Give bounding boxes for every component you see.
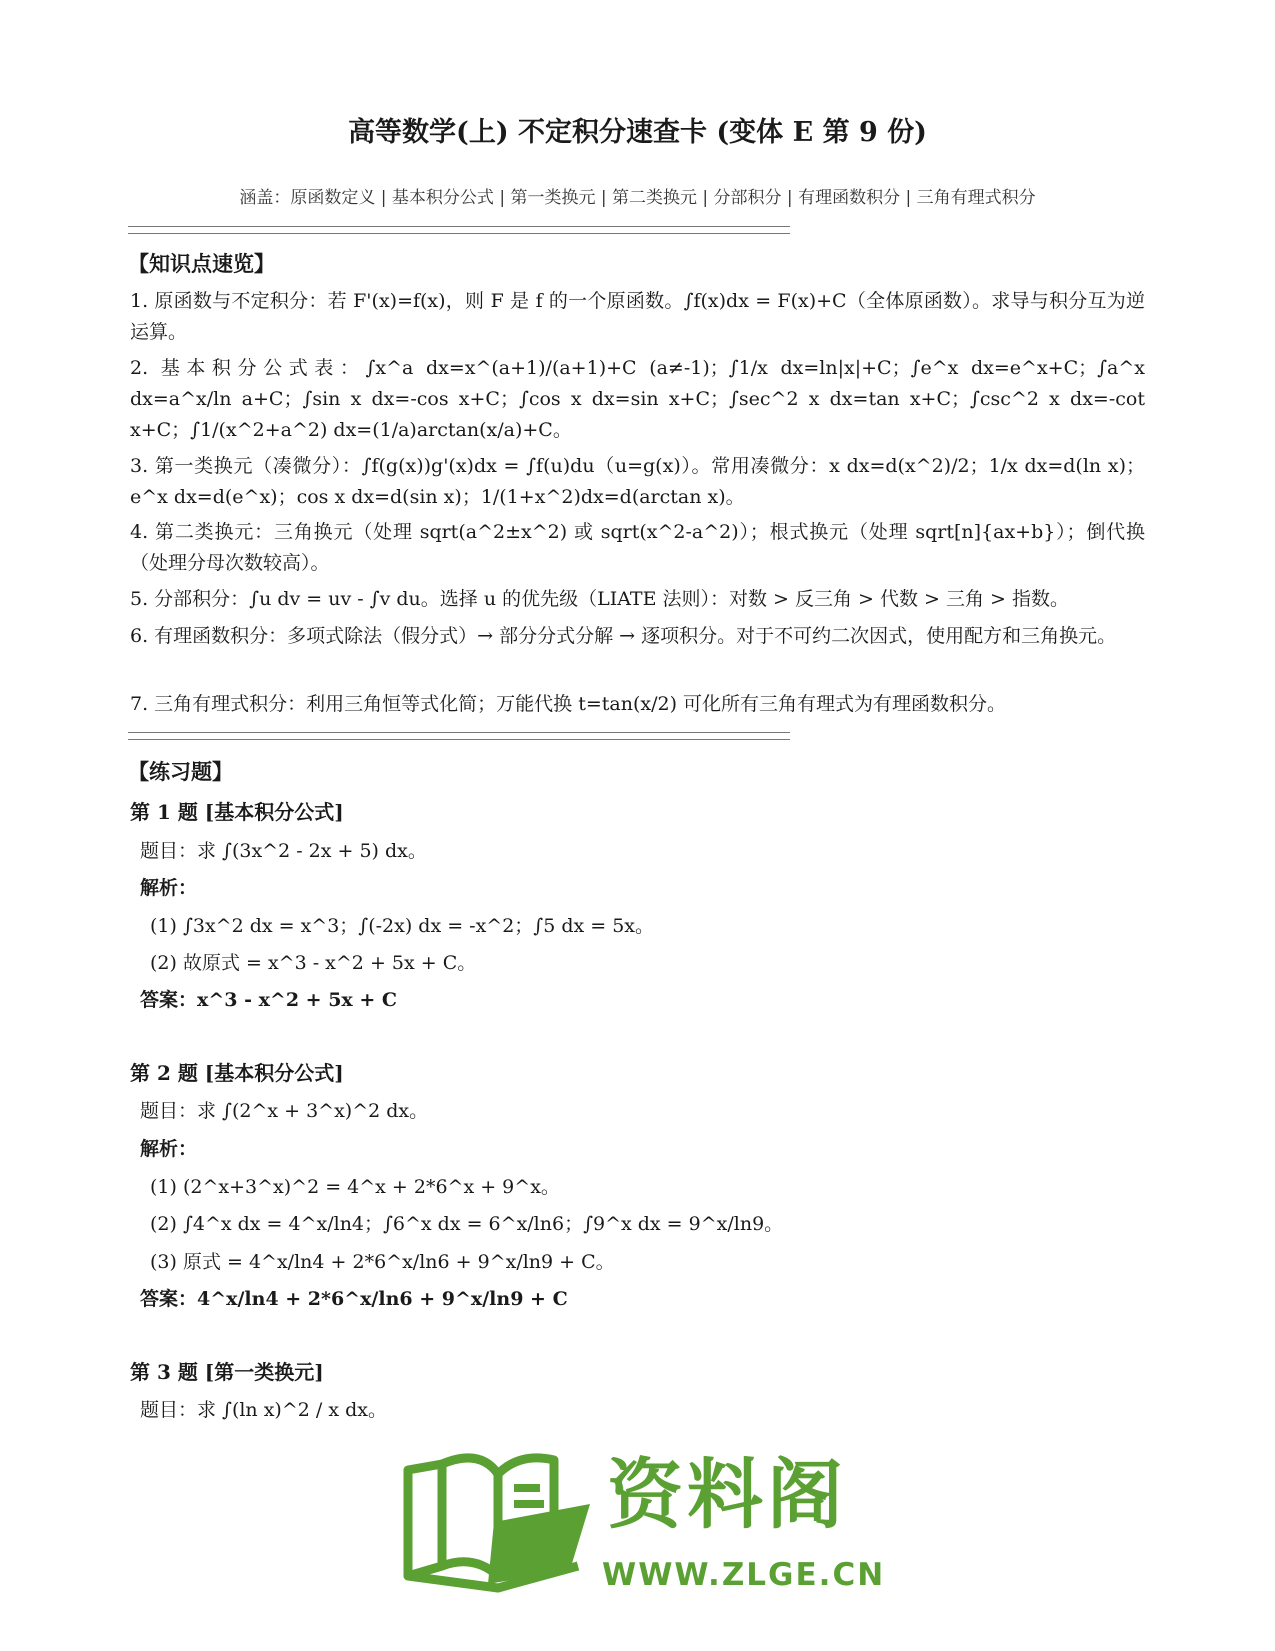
separator-rule [128,732,790,740]
question-prompt: 题目：求 ∫(2^x + 3^x)^2 dx。 [140,1100,429,1122]
knowledge-item: 6. 有理函数积分：多项式除法（假分式）→ 部分分式分解 → 逐项积分。对于不可约二次因式，使用配方和三角换元。 [130,625,1117,647]
knowledge-item: 7. 三角有理式积分：利用三角恒等式化简；万能代换 t=tan(x/2) 可化所有三角有理式为有理函数积分。 [130,693,1007,715]
question-prompt: 题目：求 ∫(3x^2 - 2x + 5) dx。 [140,840,427,862]
analysis-step: (1) ∫3x^2 dx = x^3；∫(-2x) dx = -x^2；∫5 dx = 5x。 [150,915,655,937]
analysis-label: 解析： [140,877,198,899]
question-title: 第 3 题 [第一类换元] [130,1360,324,1384]
question-title: 第 2 题 [基本积分公式] [130,1061,344,1085]
page-subtitle: 涵盖：原函数定义 | 基本积分公式 | 第一类换元 | 第二类换元 | 分部积分 | 有理函数积分 | 三角有理式积分 [239,188,1036,208]
open-book-folder-icon [402,1448,597,1593]
knowledge-heading: 【知识点速览】 [128,251,275,276]
knowledge-item: 3. 第一类换元（凑微分）：∫f(g(x))g'(x)dx = ∫f(u)du（u=g(x)）。常用凑微分：x dx=d(x^2)/2；1/x dx=d(ln x)；e^x dx=d(e^x)；cos x dx=d(sin x)；1/(1+x^2)dx=d(arctan x)。 [130,455,1145,508]
separator-rule [128,226,790,234]
practice-heading: 【练习题】 [128,759,233,784]
question-prompt: 题目：求 ∫(ln x)^2 / x dx。 [140,1399,387,1421]
question-title: 第 1 题 [基本积分公式] [130,800,344,824]
answer-line: 答案：x^3 - x^2 + 5x + C [140,989,398,1011]
knowledge-item: 5. 分部积分：∫u dv = uv - ∫v du。选择 u 的优先级（LIATE 法则）：对数 > 反三角 > 代数 > 三角 > 指数。 [130,588,1069,610]
analysis-label: 解析： [140,1138,198,1160]
analysis-step: (2) 故原式 = x^3 - x^2 + 5x + C。 [150,952,477,974]
knowledge-item: 4. 第二类换元：三角换元（处理 sqrt(a^2±x^2) 或 sqrt(x^2-a^2)）；根式换元（处理 sqrt[n]{ax+b}）；倒代换（处理分母次数较高）。 [130,521,1145,574]
analysis-step: (2) ∫4^x dx = 4^x/ln4；∫6^x dx = 6^x/ln6；∫9^x dx = 9^x/ln9。 [150,1213,784,1235]
answer-line: 答案：4^x/ln4 + 2*6^x/ln6 + 9^x/ln9 + C [140,1288,568,1310]
analysis-step: (1) (2^x+3^x)^2 = 4^x + 2*6^x + 9^x。 [150,1176,560,1198]
knowledge-item: 1. 原函数与不定积分：若 F'(x)=f(x)，则 F 是 f 的一个原函数。∫f(x)dx = F(x)+C（全体原函数）。求导与积分互为逆运算。 [130,290,1145,343]
knowledge-item: 2. 基本积分公式表：∫x^a dx=x^(a+1)/(a+1)+C (a≠-1)；∫1/x dx=ln|x|+C；∫e^x dx=e^x+C；∫a^x dx=a^x/ln a+C；∫sin x dx=-cos x+C；∫cos x dx=sin x+C；∫sec^2 x dx=tan x+C；∫csc^2 x dx=-cot x+C；∫1/(x^2+a^2) dx=(1/a)arctan(x/a)+C。 [130,357,1145,441]
page-title: 高等数学(上) 不定积分速查卡 (变体 E 第 9 份) [348,117,927,148]
watermark [402,1448,886,1628]
watermark-name: 资料阁 [607,1450,847,1539]
watermark-url: WWW.ZLGE.CN [602,1557,886,1593]
analysis-step: (3) 原式 = 4^x/ln4 + 2*6^x/ln6 + 9^x/ln9 + C。 [150,1251,615,1273]
